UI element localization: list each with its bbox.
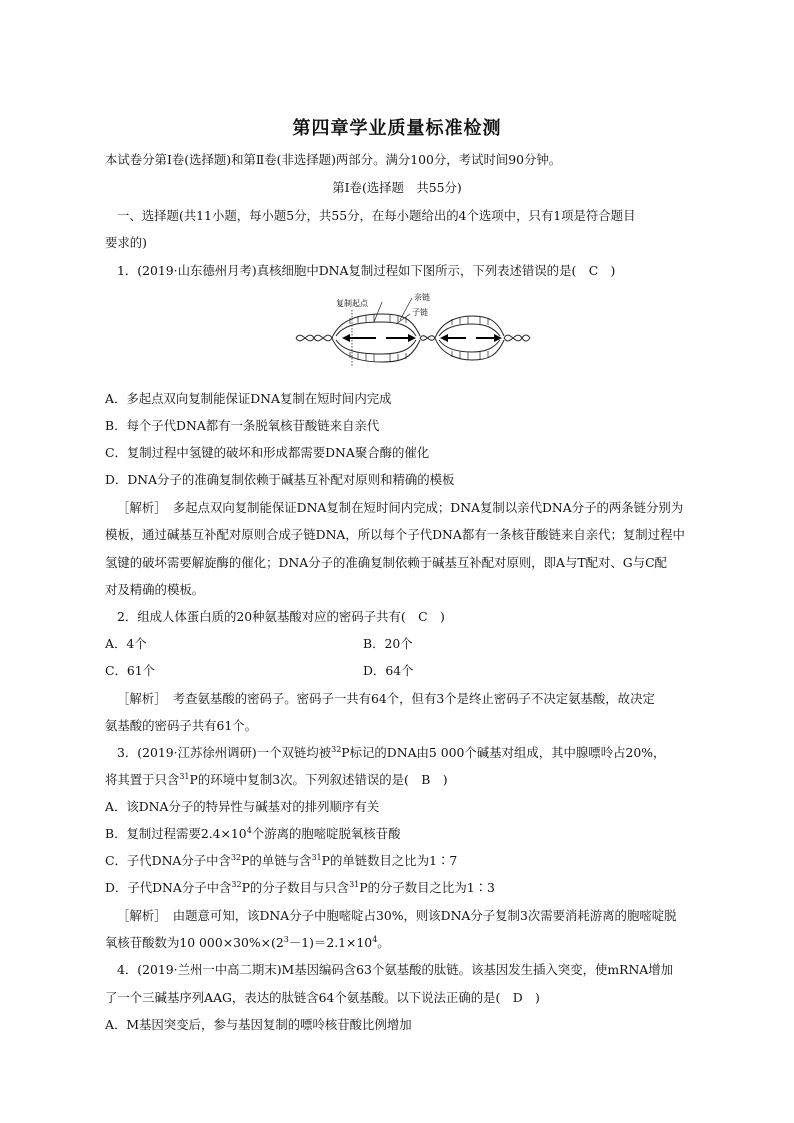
q1-option-d: D．DNA分子的准确复制依赖于碱基互补配对原则和精确的模板 [105, 472, 455, 487]
q2-analysis-line2: 氨基酸的密码子共有61个。 [105, 718, 258, 733]
q4-stem-line1: 4．(2019·兰州一中高二期末)M基因编码含63个氨基酸的肽链。该基因发生插入突变，使mRNA增加 [117, 962, 674, 977]
q1-analysis-line1: ［解析］ 多起点双向复制能保证DNA复制在短时间内完成；DNA复制以亲代DNA分子的两条链分别为 [117, 500, 684, 515]
exam-intro: 本试卷分第Ⅰ卷(选择题)和第Ⅱ卷(非选择题)两部分。满分100分，考试时间90分钟。 [105, 152, 562, 167]
label-daughter-strand: 子链 [412, 308, 428, 317]
part1-header: 第Ⅰ卷(选择题 共55分) [332, 180, 462, 195]
page-title: 第四章学业质量标准检测 [292, 118, 502, 139]
q4-option-a: A．M基因突变后，参与基因复制的嘌呤核苷酸比例增加 [105, 1017, 412, 1032]
q3-option-c: C．子代DNA分子中含$^{32}$P的单链与含$^{31}$P的单链数目之比为1∶7 [105, 853, 458, 868]
q2-option-d: D．64个 [363, 663, 414, 678]
section1-instructions-line2: 要求的) [105, 235, 148, 250]
q2-option-b: B．20个 [363, 636, 413, 651]
q3-option-a: A．该DNA分子的特异性与碱基对的排列顺序有关 [105, 799, 380, 814]
q2-option-row2 [105, 663, 725, 679]
q2-option-c: C．61个 [105, 663, 156, 678]
bubble2-bottom-outer [435, 338, 504, 360]
q2-analysis-line1: ［解析］ 考查氨基酸的密码子。密码子一共有64个，但有3个是终止密码子不决定氨基酸，故决定 [117, 691, 655, 706]
bubble1-top-inner [336, 322, 416, 336]
q3-analysis-line1: ［解析］ 由题意可知，该DNA分子中胞嘧啶占30%，则该DNA分子复制3次需要消耗游离的胞嘧啶脱 [117, 908, 677, 923]
label-parent-strand: 亲链 [414, 293, 430, 302]
q1-stem: 1．(2019·山东德州月考)真核细胞中DNA复制过程如下图所示，下列表述错误的是( C ) [117, 263, 616, 278]
dna-replication-diagram [292, 288, 532, 370]
q2-option-row1 [105, 636, 725, 652]
q1-analysis-line2: 模板，通过碱基互补配对原则合成子链DNA，所以每个子代DNA都有一条核苷酸链来自亲代；复制过程中 [105, 527, 685, 542]
q3-stem-line1: 3．(2019·江苏徐州调研)一个双链均被$^{32}$P标记的DNA由5 000个碱基对组成，其中腺嘌呤占20%， [117, 745, 666, 760]
q3-stem-line2: 将其置于只含$^{31}$P的环境中复制3次。下列叙述错误的是( B ) [105, 772, 448, 787]
q1-analysis-line3: 氢键的破坏需要解旋酶的催化；DNA分子的准确复制依赖于碱基互补配对原则，即A与T配对、G与C配 [105, 555, 667, 570]
section1-instructions-line1: 一、选择题(共11小题，每小题5分，共55分，在每小题给出的4个选项中，只有1项是符合题目 [117, 208, 636, 223]
bubble1-bottom-inner [336, 340, 416, 354]
q3-analysis-line2: 氧核苷酸数为10 $000\times 30\%\times(2^3-1)=2.1\times 10^4$。 [105, 935, 390, 950]
label-origin: 复制起点 [336, 299, 368, 308]
q1-option-a: A．多起点双向复制能保证DNA复制在短时间内完成 [105, 391, 392, 406]
bubble2-top-outer [435, 316, 504, 338]
bubble1-bottom-outer [332, 338, 420, 362]
q1-option-c: C．复制过程中氢键的破坏和形成都需要DNA聚合酶的催化 [105, 445, 430, 460]
q2-stem: 2．组成人体蛋白质的20种氨基酸对应的密码子共有( C ) [117, 609, 445, 624]
q3-option-b: B．复制过程需要$2.4\times 10^4$个游离的胞嘧啶脱氧核苷酸 [105, 826, 401, 841]
q4-stem-line2: 了一个三碱基序列AAG，表达的肽链含64个氨基酸。以下说法正确的是( D ) [105, 990, 540, 1005]
q1-analysis-line4: 对及精确的模板。 [105, 582, 205, 597]
q3-option-d: D．子代DNA分子中含$^{32}$P的分子数目与只含$^{31}$P的分子数目之比为1∶3 [105, 880, 495, 895]
q1-option-b: B．每个子代DNA都有一条脱氧核苷酸链来自亲代 [105, 418, 380, 433]
q2-option-a: A．4个 [105, 636, 147, 651]
